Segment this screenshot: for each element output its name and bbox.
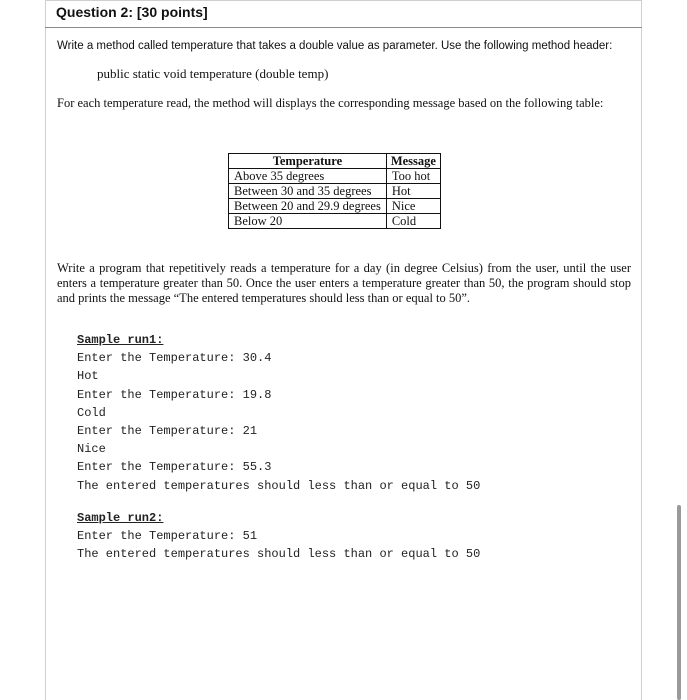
page-border-top xyxy=(45,0,642,1)
method-header: public static void temperature (double temp) xyxy=(97,66,329,81)
output-line: Cold xyxy=(77,405,106,420)
output-line: The entered temperatures should less than or equal to 50 xyxy=(77,547,481,562)
output-line: Enter the Temperature: 21 xyxy=(77,424,258,439)
table-cell: Between 20 and 29.9 degrees xyxy=(229,199,387,214)
table-cell: Too hot xyxy=(386,169,440,184)
table-header-temperature: Temperature xyxy=(229,154,387,169)
table-header-row xyxy=(229,154,441,169)
output-line: Nice xyxy=(77,442,106,457)
sample-run-1-header: Sample run1: xyxy=(77,333,164,347)
output-line: Enter the Temperature: 19.8 xyxy=(77,387,272,402)
scrollbar-thumb[interactable] xyxy=(677,505,681,700)
table-header-message: Message xyxy=(386,154,440,169)
output-line: Enter the Temperature: 55.3 xyxy=(77,460,272,475)
table-cell: Hot xyxy=(386,184,440,199)
sample-run-2 xyxy=(77,509,480,564)
sample-run-1 xyxy=(77,331,480,495)
table-row xyxy=(229,199,441,214)
temperature-table xyxy=(228,153,441,229)
table-row xyxy=(229,214,441,229)
table-cell: Nice xyxy=(386,199,440,214)
instruction-paragraph-2: Write a program that repetitively reads a temperature for a day (in degree Celsius) from the user, until the user enters a temperature greater than 50. Once the user enters a temperature greater than 50, the program should stop and prints the message “The entered temperatures should less than or equal to 50”. xyxy=(57,261,631,305)
page-border-left xyxy=(45,0,46,700)
table-row xyxy=(229,169,441,184)
table-cell: Above 35 degrees xyxy=(229,169,387,184)
output-line: Hot xyxy=(77,369,99,384)
instruction-paragraph-1: For each temperature read, the method will displays the corresponding message based on the following table: xyxy=(57,96,604,110)
table-cell: Between 30 and 35 degrees xyxy=(229,184,387,199)
table-row xyxy=(229,184,441,199)
table-cell: Cold xyxy=(386,214,440,229)
output-line: Enter the Temperature: 30.4 xyxy=(77,351,272,366)
question-intro: Write a method called temperature that takes a double value as parameter. Use the following method header: xyxy=(57,40,613,52)
output-line: Enter the Temperature: 51 xyxy=(77,529,258,544)
question-title: Question 2: [30 points] xyxy=(56,4,208,20)
title-divider xyxy=(45,27,642,28)
sample-run-2-header: Sample run2: xyxy=(77,511,164,525)
page-border-right xyxy=(641,0,642,700)
table-cell: Below 20 xyxy=(229,214,387,229)
output-line: The entered temperatures should less than or equal to 50 xyxy=(77,478,481,493)
